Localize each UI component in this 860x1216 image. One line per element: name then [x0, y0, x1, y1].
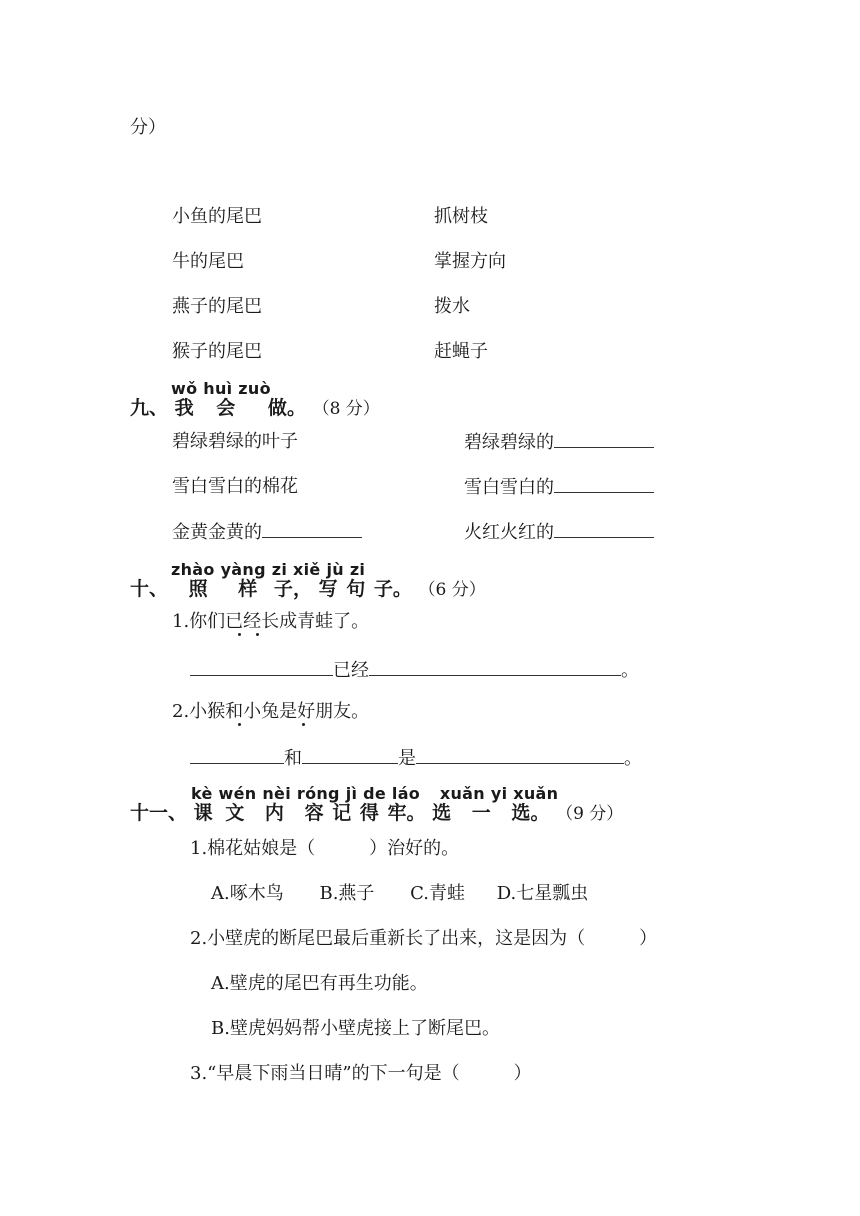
- fill-phrase: [464, 431, 654, 454]
- question: 1.棉花姑娘是（ ）治好的。: [190, 838, 460, 859]
- pinyin-syllable: yàng: [220, 560, 266, 579]
- heading-char: 我: [174, 397, 194, 419]
- matching-right-item: 赶蝇子: [434, 341, 488, 362]
- heading-char: 文: [225, 802, 245, 824]
- pinyin-syllable: xuǎn: [439, 784, 485, 803]
- heading-char: 选: [511, 802, 531, 824]
- heading-char: 子: [273, 578, 293, 600]
- answer-blank[interactable]: [262, 521, 362, 538]
- heading-char: 照: [188, 578, 208, 600]
- pinyin-syllable: huì: [203, 379, 233, 398]
- fill-word: 是: [398, 748, 416, 769]
- option[interactable]: A.啄木鸟: [211, 883, 284, 904]
- pinyin-syllable: zi: [271, 560, 288, 579]
- question: 2.小壁虎的断尾巴最后重新长了出来，这是因为（ ）: [190, 928, 658, 949]
- pinyin-syllable: wén: [218, 784, 257, 803]
- sentence-fill-line: [190, 747, 642, 770]
- heading-char: 牢: [387, 802, 407, 824]
- heading-char: 做: [267, 397, 287, 419]
- option[interactable]: A.壁虎的尾巴有再生功能。: [211, 973, 428, 994]
- heading-char: 得: [359, 802, 379, 824]
- phrase-prefix: 金黄金黄的: [172, 522, 262, 543]
- pinyin-syllable: jì: [345, 784, 358, 803]
- matching-left-item: 猴子的尾巴: [172, 341, 262, 362]
- pinyin-syllable: xiě: [293, 560, 321, 579]
- fill-phrase: [464, 476, 654, 499]
- heading-char: 选: [432, 802, 452, 824]
- answer-options: [211, 883, 588, 905]
- answer-blank[interactable]: [302, 747, 398, 764]
- matching-right-item: 拨水: [434, 296, 470, 317]
- section-number: 十一、: [130, 802, 188, 824]
- heading-char: 句: [346, 578, 366, 600]
- matching-right-item: 抓树枝: [434, 206, 488, 227]
- pinyin-syllable: yi: [490, 784, 508, 803]
- matching-left-item: 燕子的尾巴: [172, 296, 262, 317]
- pinyin-syllable: jù: [326, 560, 344, 579]
- section-points: （6 分）: [418, 580, 486, 600]
- answer-blank[interactable]: [369, 659, 621, 676]
- answer-blank[interactable]: [416, 747, 624, 764]
- section-11-pinyin: [191, 785, 558, 803]
- section-11-heading: [130, 802, 623, 825]
- answer-blank[interactable]: [554, 476, 654, 493]
- example-sentence: 2.小猴和小兔是好朋友。: [172, 701, 370, 722]
- pinyin-syllable: de: [363, 784, 387, 803]
- sentence-end: 。: [624, 748, 642, 769]
- pinyin-syllable: xuǎn: [513, 784, 559, 803]
- pinyin-syllable: zuò: [238, 379, 271, 398]
- heading-char: 子: [373, 578, 393, 600]
- heading-char: 。: [530, 802, 550, 824]
- question: 3.“早晨下雨当日晴”的下一句是（ ）: [190, 1063, 532, 1084]
- heading-char: 课: [193, 802, 213, 824]
- section-points: （9 分）: [556, 804, 624, 824]
- heading-char: 内: [264, 802, 284, 824]
- emphasis-dot: [302, 723, 305, 726]
- pinyin-syllable: zi: [349, 560, 366, 579]
- option[interactable]: C.青蛙: [410, 883, 466, 904]
- option[interactable]: B.燕子: [319, 883, 375, 904]
- pinyin-syllable: láo: [391, 784, 421, 803]
- section-9-heading: [130, 397, 380, 420]
- fill-word: 已经: [333, 660, 369, 681]
- answer-blank[interactable]: [554, 431, 654, 448]
- answer-blank[interactable]: [190, 747, 284, 764]
- phrase-prefix: 碧绿碧绿的: [464, 432, 554, 453]
- heading-char: 写: [318, 578, 338, 600]
- emphasis-dot: [238, 633, 241, 636]
- fill-word: 和: [284, 748, 302, 769]
- phrase-prefix: 雪白雪白的: [464, 477, 554, 498]
- section-number: 十、: [130, 578, 169, 600]
- section-10-pinyin: [171, 561, 365, 579]
- answer-blank[interactable]: [554, 521, 654, 538]
- fill-phrase: [464, 521, 654, 544]
- pinyin-syllable: kè: [191, 784, 213, 803]
- example-sentence: 1.你们已经长成青蛙了。: [172, 611, 370, 632]
- heading-char: 会: [216, 397, 236, 419]
- matching-left-item: 小鱼的尾巴: [172, 206, 262, 227]
- emphasis-dot: [238, 723, 241, 726]
- heading-char: 记: [332, 802, 352, 824]
- section-number: 九、: [130, 397, 169, 419]
- section-10-heading: [130, 578, 486, 601]
- example-phrase: 雪白雪白的棉花: [172, 476, 298, 497]
- heading-char: 样: [238, 578, 258, 600]
- heading-char: 。: [392, 578, 412, 600]
- continued-fragment: 分）: [130, 117, 166, 138]
- fill-phrase: [172, 521, 362, 544]
- option[interactable]: D.七星瓢虫: [496, 883, 589, 904]
- sentence-end: 。: [621, 660, 639, 681]
- pinyin-syllable: nèi: [262, 784, 291, 803]
- matching-left-item: 牛的尾巴: [172, 251, 244, 272]
- option[interactable]: B.壁虎妈妈帮小壁虎接上了断尾巴。: [211, 1018, 500, 1039]
- matching-right-item: 掌握方向: [434, 251, 506, 272]
- pinyin-syllable: róng: [296, 784, 340, 803]
- pinyin-syllable: wǒ: [171, 379, 198, 398]
- sentence-fill-line: [190, 659, 639, 682]
- heading-char: 。: [286, 397, 306, 419]
- heading-char: 容: [304, 802, 324, 824]
- example-phrase: 碧绿碧绿的叶子: [172, 431, 298, 452]
- answer-blank[interactable]: [190, 659, 333, 676]
- emphasis-dot: [256, 633, 259, 636]
- section-points: （8 分）: [312, 399, 380, 419]
- pinyin-syllable: zhào: [171, 560, 215, 579]
- heading-char: 一: [471, 802, 491, 824]
- heading-char: ，: [292, 578, 312, 600]
- section-9-pinyin: [171, 380, 271, 398]
- heading-char: 。: [406, 802, 426, 824]
- phrase-prefix: 火红火红的: [464, 522, 554, 543]
